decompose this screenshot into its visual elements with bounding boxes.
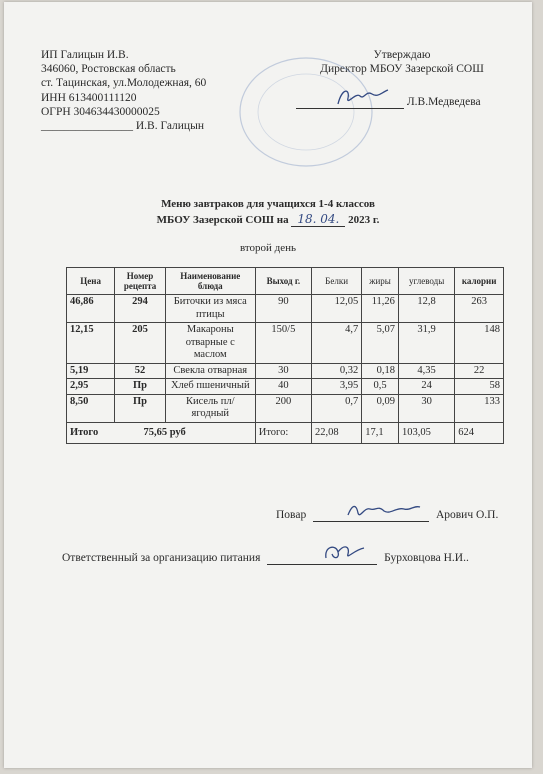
header-protein: Белки — [311, 268, 361, 295]
cell-carbs: 12,8 — [398, 295, 454, 323]
total-fat: 17,1 — [362, 422, 399, 444]
cell-kcal: 263 — [455, 295, 504, 323]
cell-dish: Свекла отварная — [165, 363, 255, 379]
responsible-signature-icon — [320, 540, 370, 566]
cell-kcal: 58 — [455, 379, 504, 395]
approver-name: Л.В.Медведева — [406, 96, 481, 108]
header-price: Цена — [67, 268, 115, 295]
header-fat: жиры — [362, 268, 399, 295]
cell-fat: 5,07 — [362, 323, 399, 364]
table-row — [67, 363, 504, 379]
org-address-1: 346060, Ростовская область — [41, 63, 176, 76]
cell-price: 5,19 — [67, 363, 115, 379]
cell-price: 8,50 — [67, 394, 115, 422]
cell-kcal: 148 — [455, 323, 504, 364]
cell-price: 46,86 — [67, 295, 115, 323]
cell-protein: 4,7 — [311, 323, 361, 364]
cell-yield: 40 — [255, 379, 311, 395]
cell-fat: 0,5 — [362, 379, 399, 395]
day-label: второй день — [239, 242, 297, 254]
school-label: МБОУ Зазерской СОШ на — [156, 214, 289, 226]
menu-title: Меню завтраков для учащихся 1-4 классов — [161, 198, 375, 210]
cell-protein: 12,05 — [311, 295, 361, 323]
cell-carbs: 4,35 — [398, 363, 454, 379]
cell-recipe: Пр — [115, 394, 165, 422]
cell-dish: Кисель пл/ягодный — [165, 394, 255, 422]
cook-name: Арович О.П. — [435, 509, 499, 521]
table-row — [67, 379, 504, 395]
approve-label: Утверждаю — [373, 49, 431, 61]
table-total-row — [67, 422, 504, 444]
document-page — [4, 2, 532, 768]
approver-signature-icon — [332, 84, 392, 110]
cell-kcal: 133 — [455, 394, 504, 422]
table-row — [67, 394, 504, 422]
cell-dish: Хлеб пшеничный — [165, 379, 255, 395]
year-label: 2023 г. — [348, 214, 380, 226]
cell-recipe: Пр — [115, 379, 165, 395]
org-inn: ИНН 613400111120 — [41, 91, 137, 104]
header-recipe: Номер рецепта — [115, 268, 165, 295]
table-header-row — [67, 268, 504, 295]
total-label: Итого — [70, 426, 99, 438]
cell-protein: 0,7 — [311, 394, 361, 422]
cell-dish: Макароны отварные с маслом — [165, 323, 255, 364]
cell-dish: Биточки из мяса птицы — [165, 295, 255, 323]
cook-signature-icon — [344, 499, 424, 521]
cell-carbs: 31,9 — [398, 323, 454, 364]
approver-position: Директор МБОУ Зазерской СОШ — [320, 63, 484, 76]
org-ogrn: ОГРН 304634430000025 — [41, 105, 160, 118]
cell-carbs: 24 — [398, 379, 454, 395]
org-name: ИП Галицын И.В. — [41, 49, 129, 61]
total-label-2: Итого: — [255, 422, 311, 444]
cell-protein: 3,95 — [311, 379, 361, 395]
cell-recipe: 52 — [115, 363, 165, 379]
cell-yield: 200 — [255, 394, 311, 422]
cell-yield: 90 — [255, 295, 311, 323]
table-row — [67, 295, 504, 323]
header-dish: Наименование блюда — [165, 268, 255, 295]
handwritten-date: 18. 04. — [291, 212, 345, 227]
org-address-2: ст. Тацинская, ул.Молодежная, 60 — [41, 77, 207, 90]
table-row — [67, 323, 504, 364]
responsible-signature-row — [62, 551, 469, 565]
menu-table — [66, 267, 504, 444]
menu-subtitle — [4, 212, 532, 227]
cell-fat: 0,09 — [362, 394, 399, 422]
header-carbs: углеводы — [398, 268, 454, 295]
cook-label: Повар — [276, 509, 307, 521]
header-kcal: калории — [455, 268, 504, 295]
cell-protein: 0,32 — [311, 363, 361, 379]
cell-price: 12,15 — [67, 323, 115, 364]
header-yield: Выход г. — [255, 268, 311, 295]
cell-yield: 150/5 — [255, 323, 311, 364]
responsible-name: Бурховцова Н.И.. — [384, 552, 469, 564]
cell-recipe: 205 — [115, 323, 165, 364]
cell-fat: 11,26 — [362, 295, 399, 323]
cell-carbs: 30 — [398, 394, 454, 422]
stamp-seal-icon — [228, 52, 378, 172]
left-header-block — [41, 48, 206, 133]
total-kcal: 624 — [455, 422, 504, 444]
total-cell — [67, 422, 256, 444]
cell-recipe: 294 — [115, 295, 165, 323]
total-protein: 22,08 — [311, 422, 361, 444]
cell-kcal: 22 — [455, 363, 504, 379]
cell-price: 2,95 — [67, 379, 115, 395]
org-signature-line: ________________ И.В. Галицын — [41, 120, 204, 133]
total-carbs: 103,05 — [398, 422, 454, 444]
cell-yield: 30 — [255, 363, 311, 379]
responsible-label: Ответственный за организацию питания — [62, 552, 261, 564]
cell-fat: 0,18 — [362, 363, 399, 379]
total-sum: 75,65 руб — [143, 426, 186, 438]
